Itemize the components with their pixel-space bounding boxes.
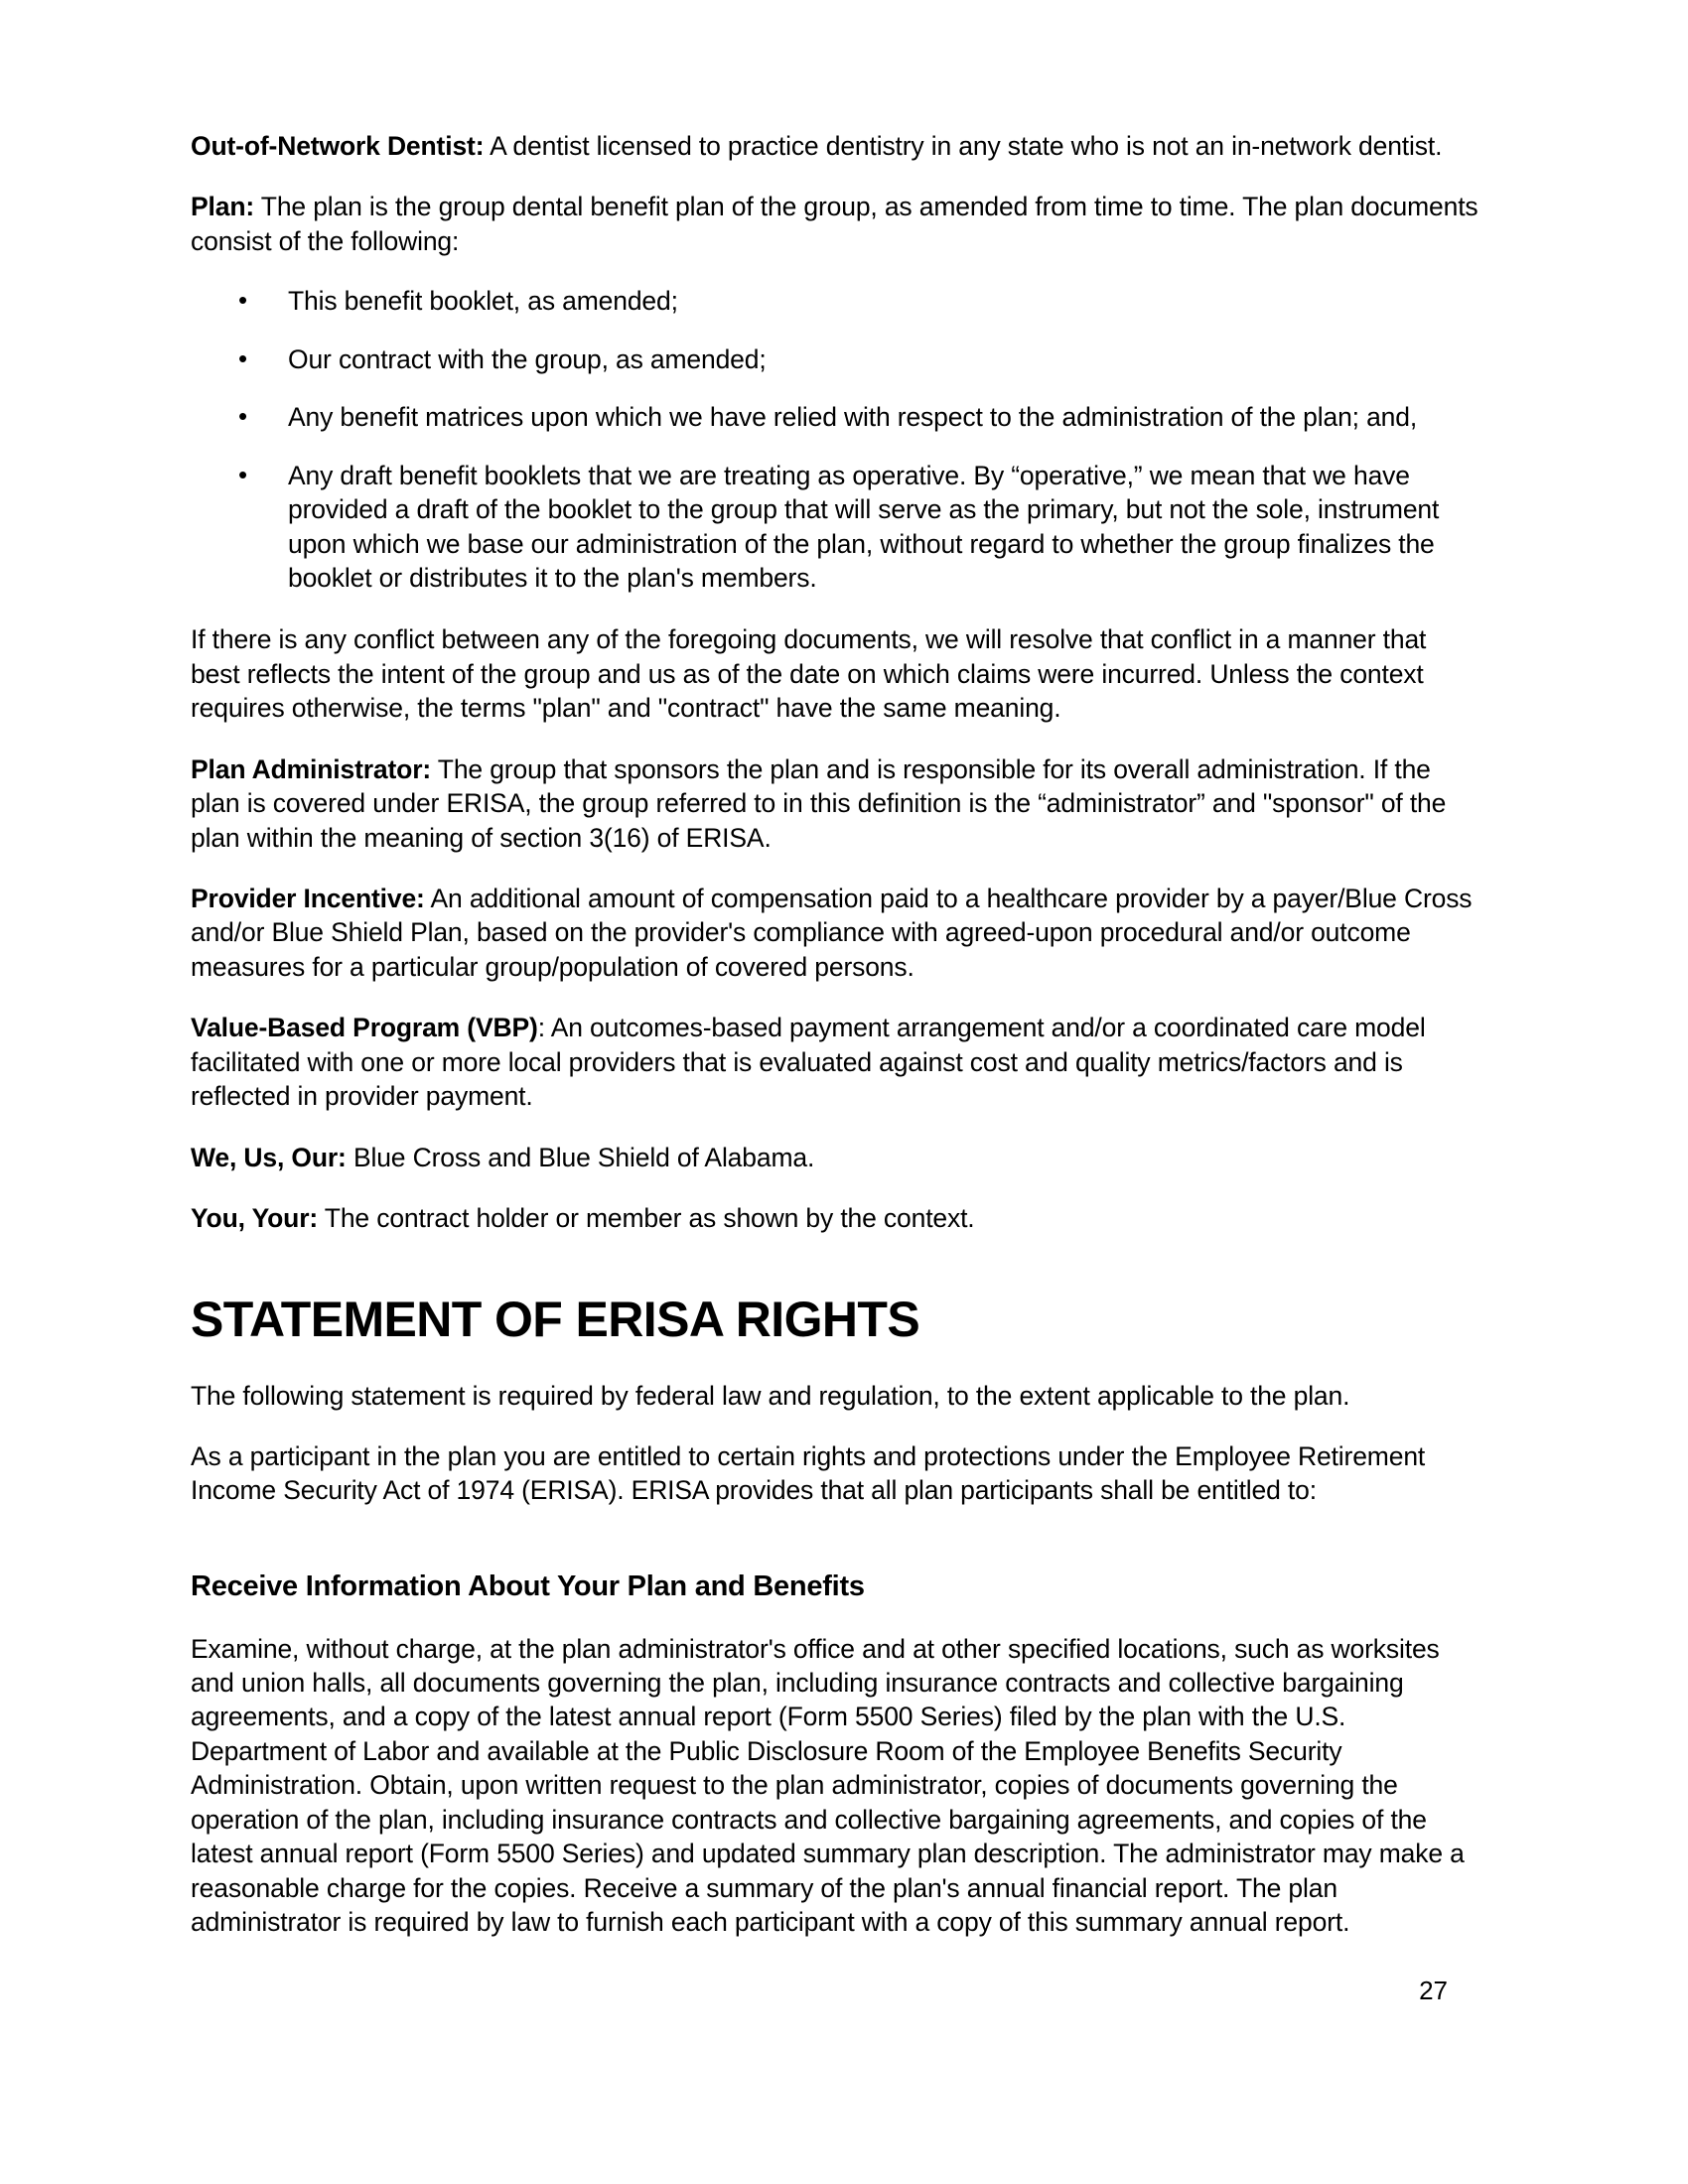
definition-term: We, Us, Our: — [191, 1142, 347, 1172]
erisa-intro-paragraph: The following statement is required by federal law and regulation, to the extent applicable to the plan. — [191, 1380, 1350, 1411]
erisa-receive-information-body: Examine, without charge, at the plan administrator's office and at other specified locations, such as worksites and union halls, all documents governing the plan, including insurance contracts and collective bargaining agreements, and a copy of the latest annual report (Form 5500 Series) filed by the plan with the U.S. Department of Labor and available at the Public Disclosure Room of the Employee Benefits Security Administration. Obtain, upon written request to the plan administrator, copies of documents governing the operation of the plan, including insurance contracts and collective bargaining agreements, and copies of the latest annual report (Form 5500 Series) and updated summary plan description. The administrator may make a reasonable charge for the copies. Receive a summary of the plan's annual financial report. The plan administrator is required by law to furnish each participant with a copy of this summary annual report. — [191, 1633, 1465, 1938]
definition-provider-incentive — [191, 882, 1481, 984]
section-heading-receive-information: Receive Information About Your Plan and Benefits — [191, 1570, 865, 1602]
definition-term: You, Your: — [191, 1203, 319, 1234]
definition-value-based-program — [191, 1011, 1481, 1113]
bullet-icon: • — [238, 401, 247, 432]
definition-term: Provider Incentive: — [191, 884, 425, 913]
list-item — [191, 459, 1481, 596]
definition-body: The group that sponsors the plan and is responsible for its overall administration. If the plan is covered under ERISA, the group referred to in this definition is the “administrator” and "sponsor" of the plan within the meaning of section 3(16) of ERISA. — [191, 753, 1447, 853]
conflict-resolution-paragraph: If there is any conflict between any of the foregoing documents, we will resolve that conflict in a manner that best reflects the intent of the group and us as of the date on which claims were incurred. Unless the context requires otherwise, the terms "plan" and "contract" have the same meaning. — [191, 624, 1427, 724]
definition-body: An outcomes-based payment arrangement and/or a coordinated care model facilitated with one or more local providers that is evaluated against cost and quality metrics/factors and is reflected in provider payment. — [191, 1013, 1426, 1112]
definition-term-suffix: : — [537, 1013, 545, 1043]
list-item-text: Any benefit matrices upon which we have relied with respect to the administration of the plan; and, — [288, 402, 1418, 433]
definition-body: The plan is the group dental benefit plan of the group, as amended from time to time. The plan documents consist of the following: — [191, 192, 1478, 256]
definition-body: Blue Cross and Blue Shield of Alabama. — [352, 1142, 815, 1172]
page-number: 27 — [1419, 1976, 1448, 2005]
definition-term: Plan: — [191, 192, 255, 222]
definition-plan — [191, 190, 1481, 258]
list-item — [191, 284, 1481, 318]
definition-term: Plan Administrator: — [191, 753, 432, 784]
list-item-text: Any draft benefit booklets that we are treating as operative. By “operative,” we mean that we have provided a draft of the booklet to the group that will serve as the primary, but not the sole, instrument upon which we base our administration of the plan, without regard to whether the group finalizes the booklet or distributes it to the plan's members. — [288, 460, 1440, 593]
definition-term: Value-Based Program (VBP) — [191, 1013, 538, 1043]
page-content — [191, 129, 1481, 1967]
list-item — [191, 400, 1481, 434]
list-item-text: This benefit booklet, as amended; — [288, 286, 678, 317]
definition-out-of-network-dentist — [191, 129, 1481, 163]
bullet-icon: • — [238, 285, 247, 316]
definition-term: Out-of-Network Dentist: — [191, 131, 485, 161]
bullet-icon: • — [238, 459, 247, 489]
definition-we-us-our — [191, 1141, 1481, 1174]
definition-body: A dentist licensed to practice dentistry in any state who is not an in-network dentist. — [490, 131, 1443, 161]
plan-documents-list — [191, 284, 1481, 595]
list-item-text: Our contract with the group, as amended; — [288, 343, 767, 374]
bullet-icon: • — [238, 342, 247, 373]
page-title: STATEMENT OF ERISA RIGHTS — [191, 1291, 920, 1347]
list-item — [191, 342, 1481, 376]
definition-plan-administrator — [191, 752, 1481, 855]
erisa-participant-paragraph: As a participant in the plan you are entitled to certain rights and protections under the Employee Retirement Income Security Act of 1974 (ERISA). ERISA provides that all plan participants shall be entitled to: — [191, 1440, 1426, 1506]
definition-you-your — [191, 1201, 1481, 1235]
definition-body: The contract holder or member as shown by the context. — [324, 1203, 975, 1234]
definition-body: An additional amount of compensation paid to a healthcare provider by a payer/Blue Cross and/or Blue Shield Plan, based on the provider's compliance with agreed-upon procedural and/or outcome measures for a particular group/population of covered persons. — [191, 884, 1473, 982]
